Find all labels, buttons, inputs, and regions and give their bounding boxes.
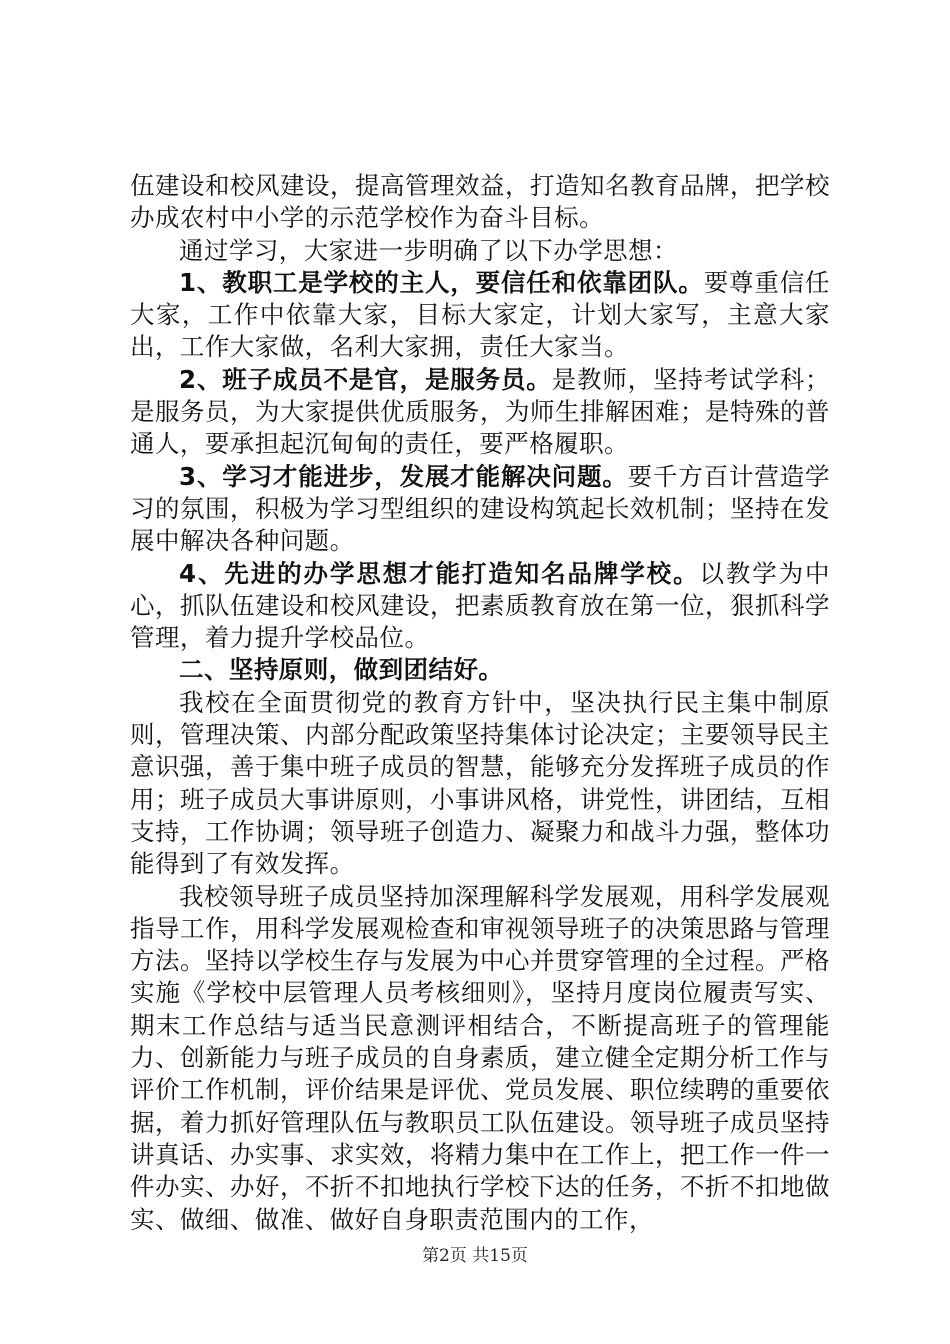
section-heading-text: 二、坚持原则，做到团结好。 — [179, 655, 504, 685]
page-footer — [0, 1241, 950, 1266]
section-heading — [130, 654, 830, 686]
paragraph-text: 通过学习，大家进一步明确了以下办学思想： — [179, 235, 678, 265]
paragraph-text: 我校领导班子成员坚持加深理解科学发展观，用科学发展观指导工作，用科学发展观检查和审视领导班子的决策思路与管理方法。坚持以学校生存与发展为中心并贯穿管理的全过程。严格实施《学校中层管理人员考核细则》，坚持月度岗位履责写实、期末工作总结与适当民意测评相结合，不断提高班子的管理能力、创新能力与班子成员的自身素质，建立健全定期分析工作与评价工作机制，评价结果是评优、党员发展、职位续聘的重要依据，着力抓好管理队伍与教职员工队伍建设。领导班子成员坚持讲真话、办实事、求实效，将精力集中在工作上，把工作一件一件办实、办好，不折不扣地执行学校下达的任务，不折不扣地做实、做细、做准、做好自身职责范围内的工作， — [130, 881, 830, 1234]
paragraph-item-1 — [130, 267, 830, 364]
paragraph-text: 伍建设和校风建设，提高管理效益，打造知名教育品牌，把学校办成农村中小学的示范学校作为奋斗目标。 — [130, 171, 830, 233]
paragraph-item-2 — [130, 364, 830, 461]
paragraph-text: 要尊重信任大家，工作中依靠大家，目标大家定，计划大家写，主意大家出，工作大家做，名利大家拥，责任大家当。 — [130, 267, 830, 362]
paragraph-bold-lead: 3、学习才能进步，发展才能解决问题。 — [179, 461, 628, 491]
paragraph-text: 我校在全面贯彻党的教育方针中，坚决执行民主集中制原则，管理决策、内部分配政策坚持集体讨论决定；主要领导民主意识强，善于集中班子成员的智慧，能够充分发挥班子成员的作用；班子成员大事讲原则，小事讲风格，讲党性，讲团结，互相支持，工作协调；领导班子创造力、凝聚力和战斗力强，整体功能得到了有效发挥。 — [130, 687, 830, 879]
paragraph-body-1 — [130, 687, 830, 881]
paragraph-text: 是教师，坚持考试学科；是服务员，为大家提供优质服务，为师生排解困难；是特殊的普通人，要承担起沉甸甸的责任，要严格履职。 — [130, 364, 831, 459]
paragraph-bold-lead: 4、先进的办学思想才能打造知名品牌学校。 — [179, 558, 700, 588]
paragraph-text: 以教学为中心，抓队伍建设和校风建设，把素质教育放在第一位，狠抓科学管理，着力提升学校品位。 — [130, 558, 831, 653]
page-number-label: 第2页 共15页 — [422, 1246, 528, 1266]
paragraph-body-2 — [130, 881, 830, 1236]
paragraph-bold-lead: 1、教职工是学校的主人，要信任和依靠团队。 — [179, 267, 704, 297]
paragraph-intro — [130, 235, 830, 267]
document-body — [130, 170, 830, 1236]
paragraph-text: 要千方百计营造学习的氛围，积极为学习型组织的建设构筑起长效机制；坚持在发展中解决各种问题。 — [130, 461, 830, 556]
paragraph-bold-lead: 2、班子成员不是官，是服务员。 — [179, 364, 552, 394]
paragraph-item-3 — [130, 461, 830, 558]
paragraph-item-4 — [130, 558, 830, 655]
paragraph-continuation — [130, 170, 830, 235]
